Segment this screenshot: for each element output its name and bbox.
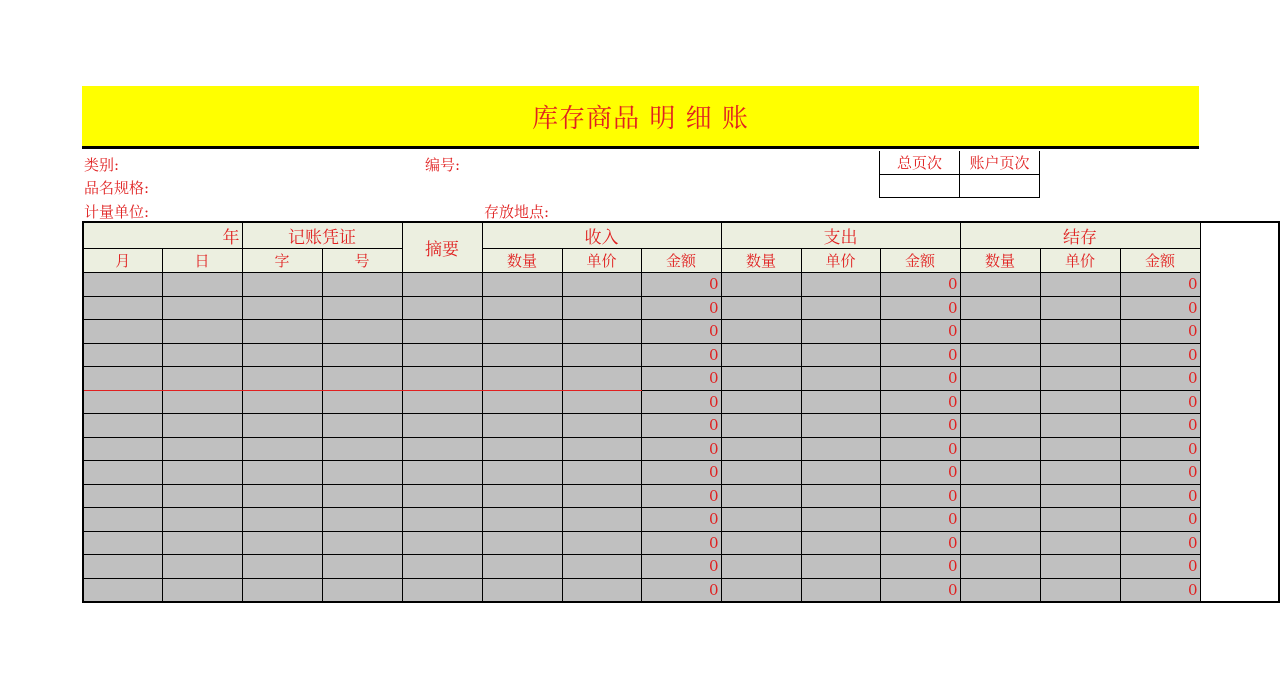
cell-voucher-no[interactable]	[322, 461, 402, 485]
cell-balance-amount[interactable]: 0	[1120, 461, 1200, 485]
cell-voucher-word[interactable]	[242, 484, 322, 508]
cell-summary[interactable]	[402, 555, 482, 579]
header-balance-amount: 金额	[1120, 249, 1200, 273]
cell-balance-amount[interactable]: 0	[1120, 437, 1200, 461]
cell-expense-amount[interactable]: 0	[880, 343, 960, 367]
cell-balance-qty[interactable]	[960, 367, 1040, 391]
total-pages-cell[interactable]	[880, 174, 960, 197]
table-row	[83, 273, 1279, 297]
cell-expense-price[interactable]	[801, 273, 880, 297]
cell-income-qty[interactable]	[482, 367, 562, 391]
cell-balance-qty[interactable]	[960, 414, 1040, 438]
cell-expense-price[interactable]	[801, 414, 880, 438]
cell-income-price[interactable]	[562, 508, 641, 532]
cell-balance-price[interactable]	[1040, 531, 1120, 555]
cell-expense-qty[interactable]	[721, 555, 801, 579]
cell-income-qty[interactable]	[482, 531, 562, 555]
cell-day[interactable]	[162, 508, 242, 532]
header-expense-amount: 金额	[880, 249, 960, 273]
cell-expense-qty[interactable]	[721, 461, 801, 485]
cell-expense-price[interactable]	[801, 531, 880, 555]
table-row	[83, 437, 1279, 461]
cell-voucher-no[interactable]	[322, 437, 402, 461]
cell-income-amount[interactable]: 0	[641, 320, 721, 344]
cell-expense-amount[interactable]: 0	[880, 273, 960, 297]
cell-day[interactable]	[162, 437, 242, 461]
cell-summary[interactable]	[402, 390, 482, 414]
cell-expense-price[interactable]	[801, 461, 880, 485]
cell-balance-price[interactable]	[1040, 320, 1120, 344]
cell-balance-price[interactable]	[1040, 508, 1120, 532]
cell-day[interactable]	[162, 367, 242, 391]
cell-balance-amount[interactable]: 0	[1120, 531, 1200, 555]
cell-income-price[interactable]	[562, 578, 641, 602]
cell-income-price[interactable]	[562, 484, 641, 508]
cell-expense-price[interactable]	[801, 578, 880, 602]
cell-voucher-no[interactable]	[322, 555, 402, 579]
cell-income-amount[interactable]: 0	[641, 437, 721, 461]
cell-balance-qty[interactable]	[960, 555, 1040, 579]
table-row	[83, 390, 1279, 414]
cell-balance-amount[interactable]: 0	[1120, 390, 1200, 414]
cell-income-qty[interactable]	[482, 320, 562, 344]
cell-month[interactable]	[83, 437, 162, 461]
cell-expense-amount[interactable]: 0	[880, 296, 960, 320]
header-year: 年	[83, 222, 242, 249]
cell-expense-qty[interactable]	[721, 484, 801, 508]
cell-income-qty[interactable]	[482, 508, 562, 532]
cell-voucher-no[interactable]	[322, 296, 402, 320]
table-row	[83, 484, 1279, 508]
cell-balance-price[interactable]	[1040, 437, 1120, 461]
cell-voucher-word[interactable]	[242, 508, 322, 532]
cell-day[interactable]	[162, 390, 242, 414]
cell-voucher-word[interactable]	[242, 461, 322, 485]
cell-month[interactable]	[83, 555, 162, 579]
cell-voucher-no[interactable]	[322, 367, 402, 391]
cell-summary[interactable]	[402, 578, 482, 602]
cell-income-price[interactable]	[562, 531, 641, 555]
cell-voucher-no[interactable]	[322, 531, 402, 555]
cell-summary[interactable]	[402, 273, 482, 297]
cell-voucher-word[interactable]	[242, 555, 322, 579]
cell-summary[interactable]	[402, 531, 482, 555]
category-label: 类别:	[84, 156, 120, 174]
cell-expense-qty[interactable]	[721, 437, 801, 461]
cell-month[interactable]	[83, 320, 162, 344]
header-month: 月	[83, 249, 162, 273]
cell-day[interactable]	[162, 320, 242, 344]
cell-voucher-word[interactable]	[242, 390, 322, 414]
cell-income-amount[interactable]: 0	[641, 390, 721, 414]
cell-expense-amount[interactable]: 0	[880, 414, 960, 438]
cell-balance-amount[interactable]: 0	[1120, 367, 1200, 391]
header-summary: 摘要	[402, 222, 482, 273]
cell-income-qty[interactable]	[482, 555, 562, 579]
cell-balance-qty[interactable]	[960, 508, 1040, 532]
cell-income-amount[interactable]: 0	[641, 578, 721, 602]
cell-month[interactable]	[83, 484, 162, 508]
cell-balance-price[interactable]	[1040, 578, 1120, 602]
cell-summary[interactable]	[402, 343, 482, 367]
table-row	[83, 320, 1279, 344]
table-row	[83, 367, 1279, 391]
cell-expense-amount[interactable]: 0	[880, 578, 960, 602]
cell-voucher-word[interactable]	[242, 320, 322, 344]
cell-income-price[interactable]	[562, 343, 641, 367]
cell-day[interactable]	[162, 414, 242, 438]
cell-income-price[interactable]	[562, 555, 641, 579]
cell-income-amount[interactable]: 0	[641, 273, 721, 297]
cell-income-qty[interactable]	[482, 414, 562, 438]
cell-expense-amount[interactable]: 0	[880, 390, 960, 414]
cell-income-price[interactable]	[562, 437, 641, 461]
cell-voucher-no[interactable]	[322, 508, 402, 532]
cell-expense-amount[interactable]: 0	[880, 555, 960, 579]
cell-income-amount[interactable]: 0	[641, 508, 721, 532]
cell-income-qty[interactable]	[482, 390, 562, 414]
cell-month[interactable]	[83, 343, 162, 367]
cell-voucher-word[interactable]	[242, 437, 322, 461]
cell-income-price[interactable]	[562, 273, 641, 297]
cell-voucher-no[interactable]	[322, 390, 402, 414]
table-row	[83, 461, 1279, 485]
cell-month[interactable]	[83, 508, 162, 532]
header-expense-qty: 数量	[721, 249, 801, 273]
cell-expense-price[interactable]	[801, 320, 880, 344]
cell-income-qty[interactable]	[482, 484, 562, 508]
cell-balance-qty[interactable]	[960, 461, 1040, 485]
ledger-table	[82, 221, 1280, 603]
cell-expense-amount[interactable]: 0	[880, 461, 960, 485]
cell-expense-qty[interactable]	[721, 508, 801, 532]
cell-voucher-no[interactable]	[322, 484, 402, 508]
header-expense-price: 单价	[801, 249, 880, 273]
page-number-box	[879, 151, 1040, 198]
cell-expense-amount[interactable]: 0	[880, 320, 960, 344]
cell-income-qty[interactable]	[482, 273, 562, 297]
page-title: 库存商品 明 细 账	[82, 86, 1199, 149]
cell-income-price[interactable]	[562, 390, 641, 414]
header-voucher-word: 字	[242, 249, 322, 273]
cell-expense-qty[interactable]	[721, 414, 801, 438]
cell-income-qty[interactable]	[482, 343, 562, 367]
cell-day[interactable]	[162, 461, 242, 485]
location-label: 存放地点:	[484, 203, 550, 221]
cell-balance-qty[interactable]	[960, 578, 1040, 602]
cell-balance-qty[interactable]	[960, 484, 1040, 508]
cell-expense-qty[interactable]	[721, 390, 801, 414]
cell-income-price[interactable]	[562, 414, 641, 438]
cell-summary[interactable]	[402, 296, 482, 320]
table-row	[83, 414, 1279, 438]
cell-summary[interactable]	[402, 414, 482, 438]
cell-income-amount[interactable]: 0	[641, 461, 721, 485]
header-income-price: 单价	[562, 249, 641, 273]
cell-balance-price[interactable]	[1040, 343, 1120, 367]
cell-balance-qty[interactable]	[960, 390, 1040, 414]
cell-expense-price[interactable]	[801, 555, 880, 579]
cell-balance-amount[interactable]: 0	[1120, 578, 1200, 602]
cell-income-amount[interactable]: 0	[641, 343, 721, 367]
cell-voucher-no[interactable]	[322, 578, 402, 602]
cell-balance-amount[interactable]: 0	[1120, 484, 1200, 508]
cell-expense-price[interactable]	[801, 390, 880, 414]
cell-voucher-no[interactable]	[322, 320, 402, 344]
cell-expense-qty[interactable]	[721, 531, 801, 555]
cell-balance-price[interactable]	[1040, 296, 1120, 320]
cell-day[interactable]	[162, 578, 242, 602]
cell-voucher-no[interactable]	[322, 414, 402, 438]
cell-balance-price[interactable]	[1040, 273, 1120, 297]
table-row	[83, 555, 1279, 579]
table-row	[83, 296, 1279, 320]
cell-month[interactable]	[83, 390, 162, 414]
cell-balance-qty[interactable]	[960, 273, 1040, 297]
cell-summary[interactable]	[402, 508, 482, 532]
cell-income-price[interactable]	[562, 320, 641, 344]
header-voucher-no: 号	[322, 249, 402, 273]
account-pages-cell[interactable]	[960, 174, 1040, 197]
cell-month[interactable]	[83, 414, 162, 438]
cell-month[interactable]	[83, 578, 162, 602]
cell-balance-amount[interactable]: 0	[1120, 343, 1200, 367]
cell-income-amount[interactable]: 0	[641, 296, 721, 320]
cell-voucher-no[interactable]	[322, 273, 402, 297]
cell-expense-amount[interactable]: 0	[880, 484, 960, 508]
cell-month[interactable]	[83, 531, 162, 555]
cell-income-qty[interactable]	[482, 437, 562, 461]
header-income-amount: 金额	[641, 249, 721, 273]
cell-expense-price[interactable]	[801, 484, 880, 508]
cell-summary[interactable]	[402, 437, 482, 461]
account-pages-label: 账户页次	[960, 151, 1040, 174]
cell-balance-price[interactable]	[1040, 484, 1120, 508]
cell-income-amount[interactable]: 0	[641, 367, 721, 391]
cell-balance-price[interactable]	[1040, 414, 1120, 438]
header-balance-qty: 数量	[960, 249, 1040, 273]
cell-income-price[interactable]	[562, 461, 641, 485]
cell-balance-price[interactable]	[1040, 555, 1120, 579]
cell-balance-price[interactable]	[1040, 390, 1120, 414]
cell-expense-price[interactable]	[801, 437, 880, 461]
cell-balance-amount[interactable]: 0	[1120, 414, 1200, 438]
cell-balance-qty[interactable]	[960, 531, 1040, 555]
cell-income-amount[interactable]: 0	[641, 414, 721, 438]
header-balance-price: 单价	[1040, 249, 1120, 273]
cell-month[interactable]	[83, 273, 162, 297]
header-balance: 结存	[960, 222, 1200, 249]
cell-month[interactable]	[83, 367, 162, 391]
cell-balance-amount[interactable]: 0	[1120, 273, 1200, 297]
cell-voucher-word[interactable]	[242, 531, 322, 555]
cell-expense-amount[interactable]: 0	[880, 531, 960, 555]
cell-income-amount[interactable]: 0	[641, 531, 721, 555]
cell-balance-price[interactable]	[1040, 461, 1120, 485]
cell-voucher-word[interactable]	[242, 343, 322, 367]
cell-balance-qty[interactable]	[960, 296, 1040, 320]
cell-expense-price[interactable]	[801, 343, 880, 367]
cell-day[interactable]	[162, 531, 242, 555]
cell-month[interactable]	[83, 296, 162, 320]
cell-expense-qty[interactable]	[721, 343, 801, 367]
cell-day[interactable]	[162, 555, 242, 579]
unit-label: 计量单位:	[84, 203, 150, 221]
cell-expense-qty[interactable]	[721, 320, 801, 344]
cell-voucher-word[interactable]	[242, 578, 322, 602]
cell-income-qty[interactable]	[482, 296, 562, 320]
table-row	[83, 508, 1279, 532]
cell-voucher-word[interactable]	[242, 273, 322, 297]
table-row	[83, 531, 1279, 555]
header-expense: 支出	[721, 222, 960, 249]
cell-income-price[interactable]	[562, 296, 641, 320]
cell-expense-amount[interactable]: 0	[880, 437, 960, 461]
cell-expense-qty[interactable]	[721, 296, 801, 320]
header-income: 收入	[482, 222, 721, 249]
total-pages-label: 总页次	[880, 151, 960, 174]
cell-income-qty[interactable]	[482, 578, 562, 602]
cell-expense-qty[interactable]	[721, 273, 801, 297]
cell-expense-price[interactable]	[801, 296, 880, 320]
cell-balance-qty[interactable]	[960, 320, 1040, 344]
cell-balance-qty[interactable]	[960, 343, 1040, 367]
cell-balance-qty[interactable]	[960, 437, 1040, 461]
cell-balance-amount[interactable]: 0	[1120, 508, 1200, 532]
cell-voucher-word[interactable]	[242, 367, 322, 391]
cell-day[interactable]	[162, 484, 242, 508]
cell-balance-price[interactable]	[1040, 367, 1120, 391]
cell-balance-amount[interactable]: 0	[1120, 320, 1200, 344]
name-spec-label: 品名规格:	[84, 179, 150, 197]
cell-voucher-word[interactable]	[242, 414, 322, 438]
cell-expense-qty[interactable]	[721, 578, 801, 602]
cell-expense-amount[interactable]: 0	[880, 508, 960, 532]
table-row	[83, 343, 1279, 367]
cell-voucher-word[interactable]	[242, 296, 322, 320]
cell-expense-price[interactable]	[801, 367, 880, 391]
cell-voucher-no[interactable]	[322, 343, 402, 367]
cell-month[interactable]	[83, 461, 162, 485]
cell-balance-amount[interactable]: 0	[1120, 555, 1200, 579]
table-row	[83, 578, 1279, 602]
cell-balance-amount[interactable]: 0	[1120, 296, 1200, 320]
cell-summary[interactable]	[402, 461, 482, 485]
cell-day[interactable]	[162, 343, 242, 367]
header-day: 日	[162, 249, 242, 273]
cell-expense-amount[interactable]: 0	[880, 367, 960, 391]
cell-summary[interactable]	[402, 320, 482, 344]
cell-summary[interactable]	[402, 484, 482, 508]
cell-expense-qty[interactable]	[721, 367, 801, 391]
cell-day[interactable]	[162, 296, 242, 320]
cell-income-price[interactable]	[562, 367, 641, 391]
code-label: 编号:	[425, 156, 461, 174]
cell-income-amount[interactable]: 0	[641, 484, 721, 508]
cell-summary[interactable]	[402, 367, 482, 391]
header-income-qty: 数量	[482, 249, 562, 273]
cell-day[interactable]	[162, 273, 242, 297]
header-voucher: 记账凭证	[242, 222, 402, 249]
cell-income-qty[interactable]	[482, 461, 562, 485]
cell-expense-price[interactable]	[801, 508, 880, 532]
cell-income-amount[interactable]: 0	[641, 555, 721, 579]
